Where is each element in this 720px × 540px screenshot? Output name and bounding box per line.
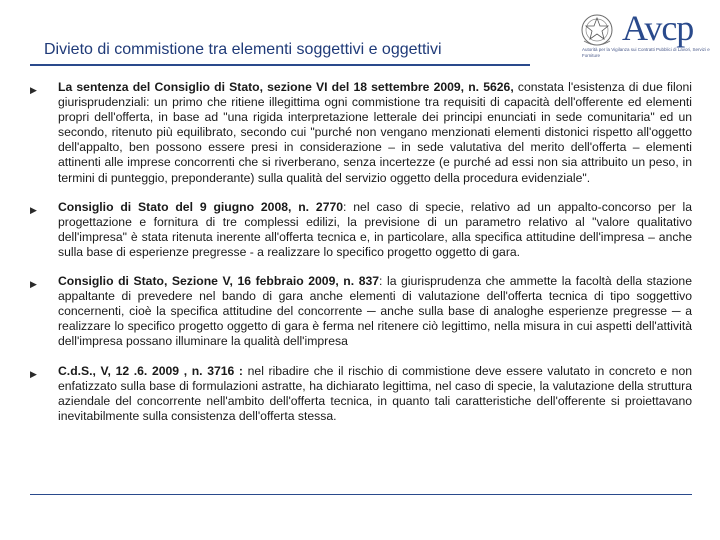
case-description: : nel caso di specie, relativo ad un appalto-concorso per la progettazione e fornitura di tre complessi edilizi, la previsione di un parametro relativo al "valore qualitativo dell'impresa" è stata ritenuta inerente all'offerta tecnica e, in particolare, alla specifica attitudine dell'impresa – anche sulla base di esperienze pregresse - a realizzare lo specifico progetto oggetto di gara. [58, 199, 692, 259]
list-item [30, 274, 692, 349]
list-item [30, 200, 692, 260]
slide-header [0, 0, 720, 70]
list-item [30, 364, 692, 424]
case-reference: Consiglio di Stato del 9 giugno 2008, n. 2770 [58, 199, 344, 214]
case-reference: Consiglio di Stato, Sezione V, 16 febbraio 2009, n. 837 [58, 274, 380, 289]
bullet-arrow-icon: ▶ [30, 204, 37, 215]
title-underline [30, 64, 530, 66]
list-item [30, 80, 692, 186]
emblem-icon [578, 9, 616, 51]
bullet-arrow-icon: ▶ [30, 85, 37, 95]
case-reference: C.d.S., V, 12 .6. 2009 , n. 3716 : [58, 363, 243, 378]
case-description: constata l'esistenza di due filoni giurisprudenziali: un primo che ritiene illegittima ogni commistione tra requisiti di capacità dell'offerente ed elementi propri dell'offerta, in base ad "una rigida interpretazione letterale dei principi enunciati in sede comunitaria" ed un secondo, ritenuto più equilibrato, secondo cui "purché non vengano menzionati elementi distonici rispetto all'oggetto dell'appalto, ben possono essere presi in considerazione – in sede valutativa del merito dell'offerta – elementi attinenti alle imprese concorrenti che si riverberano, senza incertezze (e purché ad essi non sia attribuito un peso, in termini di punteggio, preponderante) sulla qualità del servizio oggetto della procedura evidenziale". [58, 80, 692, 185]
footer-divider [30, 494, 692, 495]
case-reference: La sentenza del Consiglio di Stato, sezione VI del 18 settembre 2009, n. 5626, [58, 80, 514, 94]
page-title: Divieto di commistione tra elementi soggettivi e oggettivi [44, 41, 442, 58]
logo-subtitle: Autorità per la Vigilanza sui Contratti Pubblici di Lavori, Servizi e Forniture [582, 47, 710, 58]
case-description: nel ribadire che il rischio di commistione deve essere valutato in concreto e non enfatizzato sulla base di formulazioni astratte, ha dichiarato legittima, nel caso di specie, la valutazione della struttura aziendale del concorrente nell'ambito dell'offerta tecnica, in quanto tali caratteristiche dell'offerente si proiettavano inevitabilmente sulla consistenza dell'offerta stessa. [58, 363, 692, 423]
avcp-logo [582, 8, 714, 67]
bullet-arrow-icon: ▶ [30, 368, 37, 379]
bullet-list [30, 80, 692, 424]
logo-text: Avcp [622, 8, 694, 48]
bullet-arrow-icon: ▶ [30, 279, 37, 290]
case-description: : la giurisprudenza che ammette la facoltà della stazione appaltante di prevedere nel bando di gara anche elementi di valutazione dell'offerta tecnica di tipo soggettivo concernenti, cioè la specifica attitudine del concorrente ─ anche sulla base di analoghe esperienze pregresse ─ a realizzare lo specifico progetto oggetto di gara è ferma nel ritenere ciò legittimo, nella misura in cui aspetti dell'attività dell'impresa possano illuminare la qualità dell'impresa [58, 274, 692, 349]
